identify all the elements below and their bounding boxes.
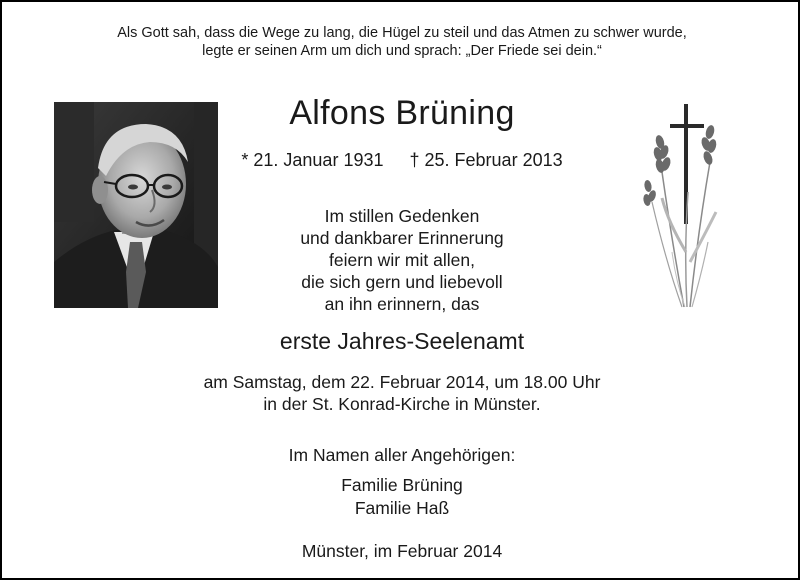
quote-line-1: Als Gott sah, dass die Wege zu lang, die Hügel zu steil und das Atmen zu schwer wurde, <box>117 25 687 41</box>
memorial-line-5: an ihn erinnern, das <box>324 294 480 314</box>
family-name-2: Familie Haß <box>354 498 450 518</box>
deceased-name: Alfons Brüning <box>289 94 515 132</box>
service-place: in der St. Konrad-Kirche in Münster. <box>263 394 541 414</box>
memorial-line-4: die sich gern und liebevoll <box>301 272 503 292</box>
family-name-1: Familie Brüning <box>341 475 463 495</box>
service-date: am Samstag, dem 22. Februar 2014, um 18.00 Uhr <box>203 372 601 392</box>
closing-line: Münster, im Februar 2014 <box>301 541 503 561</box>
birth-date: * 21. Januar 1931 <box>241 150 384 170</box>
family-intro: Im Namen aller Angehörigen: <box>288 445 516 465</box>
memorial-line-1: Im stillen Gedenken <box>324 206 480 226</box>
service-title: erste Jahres-Seelenamt <box>279 328 525 354</box>
death-date: † 25. Februar 2013 <box>409 150 563 170</box>
memorial-line-2: und dankbarer Erinnerung <box>300 228 504 248</box>
quote-line-2: legte er seinen Arm um dich und sprach: „Der Friede sei dein.“ <box>202 43 602 59</box>
memorial-line-3: feiern wir mit allen, <box>329 250 475 270</box>
